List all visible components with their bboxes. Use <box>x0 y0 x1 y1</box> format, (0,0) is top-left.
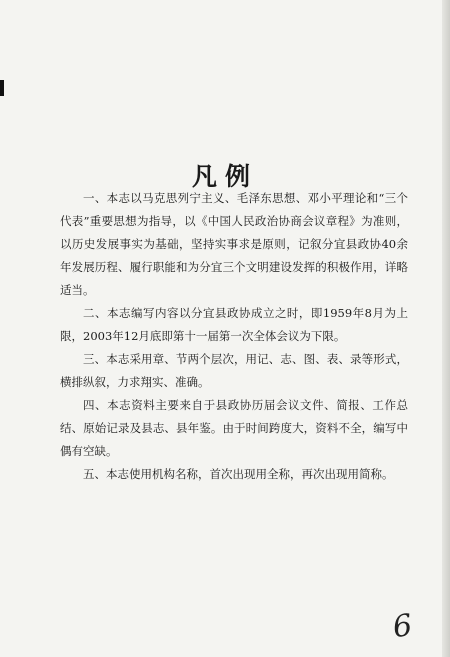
page-title: 凡例 <box>191 161 258 191</box>
page-number: 6 <box>390 607 415 646</box>
paragraph-2: 二、本志编写内容以分宜县政协成立之时，即1959年8月为上限，2003年12月底即第十一届第一次全体会议为下限。 <box>60 306 408 343</box>
paragraph-1: 一、本志以马克思列宁主义、毛泽东思想、邓小平理论和“三个代表”重要思想为指导，以《中国人民政治协商会议章程》为准则，以历史发展事实为基础，坚持实事求是原则，记叙分宜县政协40余年发展历程、履行职能和为分宜三个文明建设发挥的积极作用，详略适当。 <box>60 191 408 297</box>
paragraph-5: 五、本志使用机构名称，首次出现用全称，再次出现用简称。 <box>83 467 394 481</box>
paragraph-4: 四、本志资料主要来自于县政协历届会议文件、简报、工作总结、原始记录及县志、县年鉴。由于时间跨度大，资料不全，编写中偶有空缺。 <box>60 398 408 458</box>
margin-mark <box>0 80 4 96</box>
body-text <box>60 187 408 486</box>
page-edge-shadow <box>442 0 450 657</box>
paragraph-3: 三、本志采用章、节两个层次，用记、志、图、表、录等形式，横排纵叙，力求翔实、准确。 <box>60 352 408 389</box>
